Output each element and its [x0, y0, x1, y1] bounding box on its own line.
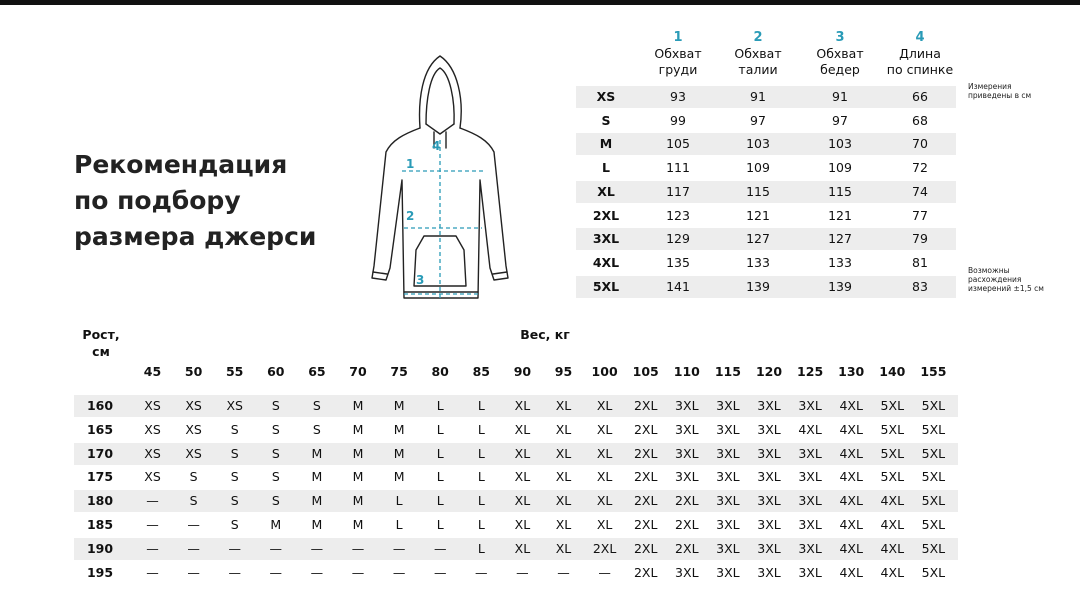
size-recommendation-cell: M [352, 517, 364, 532]
size-table-header: 3 Обхват бедер [816, 30, 864, 77]
size-recommendation-cell: M [393, 445, 405, 461]
size-recommendation-cell: — [433, 540, 447, 556]
weight-table-row [74, 538, 958, 560]
size-recommendation-cell: S [271, 469, 280, 485]
size-recommendation-cell: — [187, 540, 200, 556]
size-recommendation-cell: 4XL [880, 517, 905, 532]
size-table-cell: 103 [828, 136, 852, 152]
size-recommendation-cell: 3XL [757, 493, 781, 509]
size-table-cell: 117 [666, 183, 690, 199]
size-recommendation-cell: 3XL [716, 493, 740, 509]
weight-column-header: 60 [267, 364, 285, 379]
size-label: 3XL [592, 231, 620, 247]
size-recommendation-cell: 5XL [880, 469, 905, 485]
tolerance-note: Возможны расхождения измерений ±1,5 см [968, 266, 1044, 293]
size-table-cell: 139 [828, 278, 852, 294]
size-table-cell: 99 [670, 112, 686, 128]
size-recommendation-cell: 3XL [798, 564, 822, 580]
size-recommendation-cell: — [146, 493, 159, 509]
size-recommendation-cell: 3XL [716, 421, 740, 437]
size-table-row [576, 157, 956, 179]
size-recommendation-cell: S [312, 398, 321, 413]
size-recommendation-cell: L [477, 398, 485, 413]
size-recommendation-cell: M [311, 445, 323, 461]
size-recommendation-cell: S [271, 421, 280, 437]
weight-column-header: 100 [591, 364, 618, 379]
size-recommendation-cell: — [269, 540, 283, 556]
height-value: 185 [86, 517, 114, 532]
size-table-row [576, 228, 956, 250]
size-label: 2XL [592, 207, 620, 223]
size-recommendation-cell: S [230, 445, 239, 461]
size-table-cell: 97 [750, 112, 766, 128]
size-table-row [576, 252, 956, 274]
weight-column-header: 125 [797, 364, 824, 379]
size-recommendation-cell: M [352, 469, 364, 485]
size-recommendation-cell: S [271, 398, 280, 413]
size-table-cell: 111 [666, 160, 690, 176]
size-recommendation-cell: XL [555, 493, 572, 509]
size-recommendation-cell: 4XL [880, 540, 905, 556]
size-table-cell: 121 [746, 207, 770, 223]
size-recommendation-cell: M [352, 398, 364, 413]
size-table-cell: 79 [912, 231, 928, 247]
size-recommendation-cell: 3XL [716, 517, 740, 532]
size-table-cell: 141 [666, 278, 690, 294]
height-label: Рост, см [82, 327, 120, 359]
size-recommendation-cell: 2XL [633, 398, 658, 413]
size-recommendation-cell: — [269, 564, 283, 580]
size-label: L [602, 160, 610, 176]
size-recommendation-cell: 3XL [757, 564, 781, 580]
size-recommendation-cell: 5XL [921, 540, 946, 556]
size-recommendation-cell: XL [514, 517, 531, 532]
size-recommendation-cell: — [146, 540, 159, 556]
size-table-header: 4 Длина по спинке [886, 30, 954, 77]
size-label: M [599, 136, 613, 152]
size-recommendation-cell: 4XL [839, 445, 863, 461]
height-value: 160 [86, 398, 114, 413]
title-line: по подбору [74, 186, 241, 215]
size-table-row [576, 276, 956, 298]
size-recommendation-cell: — [146, 517, 159, 532]
size-recommendation-cell: 2XL [675, 517, 699, 532]
size-recommendation-cell: 2XL [633, 421, 658, 437]
size-label: XS [596, 89, 616, 104]
size-recommendation-cell: 5XL [921, 445, 946, 461]
size-table-row [576, 133, 956, 155]
size-recommendation-cell: — [310, 564, 324, 580]
weight-column-header: 155 [920, 364, 947, 379]
size-recommendation-cell: M [352, 445, 364, 461]
size-recommendation-cell: L [477, 469, 485, 485]
size-table-cell: 121 [828, 207, 852, 223]
size-recommendation-cell: XL [514, 421, 531, 437]
size-recommendation-cell: S [271, 493, 280, 509]
size-table-cell: 83 [912, 278, 928, 294]
height-value: 180 [86, 493, 114, 509]
size-recommendation-cell: XL [596, 421, 613, 437]
size-recommendation-cell: XS [144, 421, 161, 437]
size-recommendation-cell: M [393, 469, 405, 485]
size-recommendation-cell: 5XL [880, 398, 905, 413]
size-recommendation-cell: M [270, 517, 282, 532]
size-recommendation-cell: L [395, 517, 403, 532]
size-table-cell: 81 [912, 254, 928, 270]
size-table-cell: 93 [670, 89, 686, 104]
size-recommendation-cell: 4XL [839, 469, 863, 485]
size-recommendation-cell: 3XL [675, 469, 699, 485]
size-recommendation-cell: — [557, 564, 570, 580]
size-label: XL [597, 183, 615, 199]
size-recommendation-cell: XL [555, 445, 572, 461]
weight-column-header: 110 [673, 364, 700, 379]
size-recommendation-cell: 4XL [880, 564, 905, 580]
weight-column-header: 130 [838, 364, 865, 379]
size-recommendation-cell: L [436, 421, 444, 437]
size-recommendation-cell: L [436, 517, 444, 532]
size-table-cell: 74 [912, 183, 928, 199]
size-recommendation-cell: — [187, 517, 200, 532]
weight-table-row [74, 466, 958, 488]
weight-column-header: 55 [225, 364, 244, 379]
weight-column-header: 65 [308, 364, 326, 379]
size-recommendation-cell: XS [144, 469, 161, 485]
size-recommendation-cell: 3XL [798, 445, 822, 461]
size-recommendation-cell: 3XL [757, 469, 781, 485]
size-recommendation-cell: 2XL [675, 540, 699, 556]
size-recommendation-cell: — [475, 564, 488, 580]
height-value: 170 [86, 445, 114, 461]
size-recommendation-cell: XS [226, 398, 243, 413]
size-recommendation-cell: — [228, 564, 241, 580]
height-value: 195 [86, 564, 114, 580]
size-recommendation-cell: 2XL [633, 517, 658, 532]
size-table-cell: 127 [746, 231, 770, 247]
weight-column-header: 50 [184, 364, 203, 379]
size-recommendation-cell: M [352, 493, 364, 509]
weight-label: Вес, кг [520, 327, 570, 342]
marker-3: 3 [416, 273, 425, 287]
size-recommendation-cell: — [392, 540, 406, 556]
size-recommendation-cell: XS [185, 445, 202, 461]
size-recommendation-cell: 3XL [757, 421, 781, 437]
size-recommendation-cell: — [228, 540, 241, 556]
size-recommendation-cell: XS [185, 398, 202, 413]
size-table-cell: 70 [912, 136, 928, 152]
height-value: 165 [86, 421, 114, 437]
weight-table-row [74, 562, 958, 584]
size-recommendation-cell: 5XL [921, 469, 946, 485]
size-table-cell: 109 [828, 160, 852, 176]
size-recommendation-cell: XL [514, 445, 531, 461]
size-recommendation-cell: L [436, 445, 444, 461]
weight-column-header: 140 [879, 364, 906, 379]
size-table-cell: 135 [666, 254, 690, 270]
size-table-row [576, 86, 956, 108]
size-recommendation-cell: S [230, 493, 239, 509]
size-recommendation-cell: — [433, 564, 447, 580]
marker-4: 4 [432, 139, 441, 153]
size-recommendation-cell: XS [144, 398, 161, 413]
size-recommendation-cell: S [230, 469, 239, 485]
hoodie-diagram [360, 40, 520, 310]
size-recommendation-cell: 4XL [839, 564, 863, 580]
weight-column-header: 90 [513, 364, 532, 379]
size-recommendation-cell: 4XL [839, 517, 863, 532]
size-recommendation-cell: XS [144, 445, 161, 461]
size-table-cell: 68 [912, 112, 928, 128]
top-border [0, 0, 1080, 5]
size-recommendation-cell: L [395, 493, 403, 509]
weight-column-header: 80 [431, 364, 449, 379]
size-recommendation-cell: 3XL [757, 540, 781, 556]
weight-table-row [74, 443, 958, 465]
size-recommendation-cell: L [477, 445, 485, 461]
size-table-cell: 97 [832, 112, 848, 128]
size-recommendation-cell: L [477, 517, 485, 532]
weight-column-header: 85 [472, 364, 490, 379]
size-recommendation-cell: 3XL [798, 540, 822, 556]
size-recommendation-cell: — [392, 564, 406, 580]
size-recommendation-cell: — [146, 564, 159, 580]
size-recommendation-cell: XL [514, 540, 531, 556]
size-recommendation-cell: 3XL [757, 398, 781, 413]
size-label: S [601, 112, 611, 128]
size-recommendation-cell: 3XL [798, 398, 822, 413]
size-recommendation-cell: S [271, 445, 280, 461]
size-recommendation-cell: 3XL [716, 540, 740, 556]
size-recommendation-cell: 3XL [757, 517, 781, 532]
size-recommendation-cell: 4XL [798, 421, 822, 437]
size-table-cell: 109 [746, 160, 770, 176]
size-recommendation-cell: 2XL [633, 540, 658, 556]
size-recommendation-cell: L [436, 398, 444, 413]
size-recommendation-cell: 5XL [921, 421, 946, 437]
size-recommendation-cell: 4XL [839, 421, 863, 437]
size-table-cell: 133 [828, 254, 852, 270]
size-recommendation-cell: XL [596, 493, 613, 509]
size-recommendation-cell: 2XL [633, 493, 658, 509]
size-table-cell: 115 [746, 183, 770, 199]
weight-column-header: 115 [714, 364, 741, 379]
size-recommendation-cell: 2XL [633, 469, 658, 485]
size-table-row [576, 205, 956, 227]
size-table-row [576, 110, 956, 132]
weight-column-header: 70 [349, 364, 367, 379]
size-recommendation-cell: S [230, 421, 239, 437]
height-value: 175 [86, 469, 114, 485]
size-table-cell: 139 [746, 278, 770, 294]
size-table-cell: 105 [666, 136, 690, 152]
size-recommendation-cell: S [189, 469, 198, 485]
size-table-header: 1 Обхват груди [654, 30, 702, 77]
page-title [74, 147, 316, 255]
size-table-row [576, 181, 956, 203]
size-label: 5XL [592, 278, 620, 294]
size-recommendation-cell: L [477, 540, 485, 556]
size-recommendation-cell: — [598, 564, 611, 580]
size-table-cell: 91 [750, 89, 766, 104]
size-recommendation-cell: M [393, 421, 405, 437]
size-recommendation-cell: 3XL [716, 564, 740, 580]
size-table-cell: 115 [828, 183, 852, 199]
weight-table-row [74, 419, 958, 441]
size-recommendation-cell: S [230, 517, 239, 532]
size-recommendation-cell: M [311, 517, 323, 532]
size-recommendation-cell: 5XL [880, 445, 905, 461]
size-table-cell: 91 [832, 89, 848, 104]
size-recommendation-cell: 3XL [798, 493, 822, 509]
size-table-cell: 77 [912, 207, 928, 223]
size-recommendation-cell: 3XL [716, 398, 740, 413]
size-label: 4XL [592, 254, 620, 270]
size-recommendation-cell: L [477, 493, 485, 509]
size-recommendation-cell: XL [596, 445, 613, 461]
title-line: размера джерси [74, 222, 317, 251]
size-recommendation-cell: 2XL [675, 493, 699, 509]
size-recommendation-cell: 4XL [839, 398, 863, 413]
size-recommendation-cell: 2XL [592, 540, 617, 556]
weight-table-row [74, 490, 958, 512]
size-recommendation-cell: — [310, 540, 324, 556]
weight-table-row [74, 514, 958, 536]
size-recommendation-cell: XL [596, 469, 613, 485]
size-recommendation-cell: XL [514, 469, 531, 485]
weight-column-header: 45 [143, 364, 162, 379]
size-recommendation-cell: XS [185, 421, 202, 437]
weight-table-row [74, 395, 958, 417]
size-recommendation-cell: 2XL [633, 564, 658, 580]
height-value: 190 [86, 540, 114, 556]
size-table-cell: 123 [666, 207, 690, 223]
size-recommendation-cell: 5XL [880, 421, 905, 437]
size-recommendation-cell: M [311, 469, 323, 485]
size-recommendation-cell: 4XL [839, 493, 863, 509]
title-line: Рекомендация [74, 150, 288, 179]
size-recommendation-cell: 3XL [798, 469, 822, 485]
size-recommendation-cell: 3XL [798, 517, 822, 532]
size-recommendation-cell: XL [514, 493, 531, 509]
size-table-cell: 127 [828, 231, 852, 247]
size-recommendation-cell: S [189, 493, 198, 509]
size-recommendation-cell: XL [555, 540, 572, 556]
marker-2: 2 [406, 209, 415, 223]
marker-1: 1 [406, 157, 415, 171]
size-recommendation-cell: XL [555, 398, 572, 413]
weight-column-header: 75 [390, 364, 408, 379]
size-recommendation-cell: 3XL [675, 421, 699, 437]
size-recommendation-cell: — [351, 540, 365, 556]
size-recommendation-cell: — [516, 564, 529, 580]
size-table-cell: 66 [912, 89, 928, 104]
size-recommendation-cell: XL [596, 517, 613, 532]
size-recommendation-cell: S [312, 421, 321, 437]
size-recommendation-cell: M [393, 398, 405, 413]
size-table-cell: 129 [666, 231, 690, 247]
size-table-cell: 72 [912, 160, 928, 176]
weight-column-header: 105 [632, 364, 659, 379]
size-recommendation-cell: 4XL [880, 493, 905, 509]
size-table-header: 2 Обхват талии [734, 30, 782, 77]
size-recommendation-cell: 3XL [716, 469, 740, 485]
size-recommendation-cell: XL [514, 398, 531, 413]
size-recommendation-cell: M [352, 421, 364, 437]
size-recommendation-cell: 5XL [921, 493, 946, 509]
weight-column-header: 95 [554, 364, 573, 379]
size-recommendation-cell: L [436, 493, 444, 509]
size-recommendation-cell: 5XL [921, 398, 946, 413]
size-recommendation-cell: 3XL [757, 445, 781, 461]
size-recommendation-cell: L [477, 421, 485, 437]
size-recommendation-cell: — [351, 564, 365, 580]
size-recommendation-cell: 5XL [921, 564, 946, 580]
size-table-cell: 103 [746, 136, 770, 152]
size-recommendation-cell: — [187, 564, 200, 580]
size-recommendation-cell: 3XL [675, 398, 699, 413]
size-recommendation-cell: 3XL [675, 445, 699, 461]
size-recommendation-cell: XL [555, 517, 572, 532]
weight-column-header: 120 [755, 364, 783, 379]
measurements-note: Измерения приведены в см [968, 82, 1032, 100]
size-recommendation-cell: M [311, 493, 323, 509]
size-recommendation-cell: 3XL [716, 445, 740, 461]
size-recommendation-cell: 3XL [675, 564, 699, 580]
size-recommendation-cell: L [436, 469, 444, 485]
size-recommendation-cell: 2XL [633, 445, 658, 461]
size-table-cell: 133 [746, 254, 770, 270]
size-recommendation-cell: XL [596, 398, 613, 413]
size-recommendation-cell: XL [555, 421, 572, 437]
size-recommendation-cell: 5XL [921, 517, 946, 532]
size-recommendation-cell: XL [555, 469, 572, 485]
size-recommendation-cell: 4XL [839, 540, 863, 556]
